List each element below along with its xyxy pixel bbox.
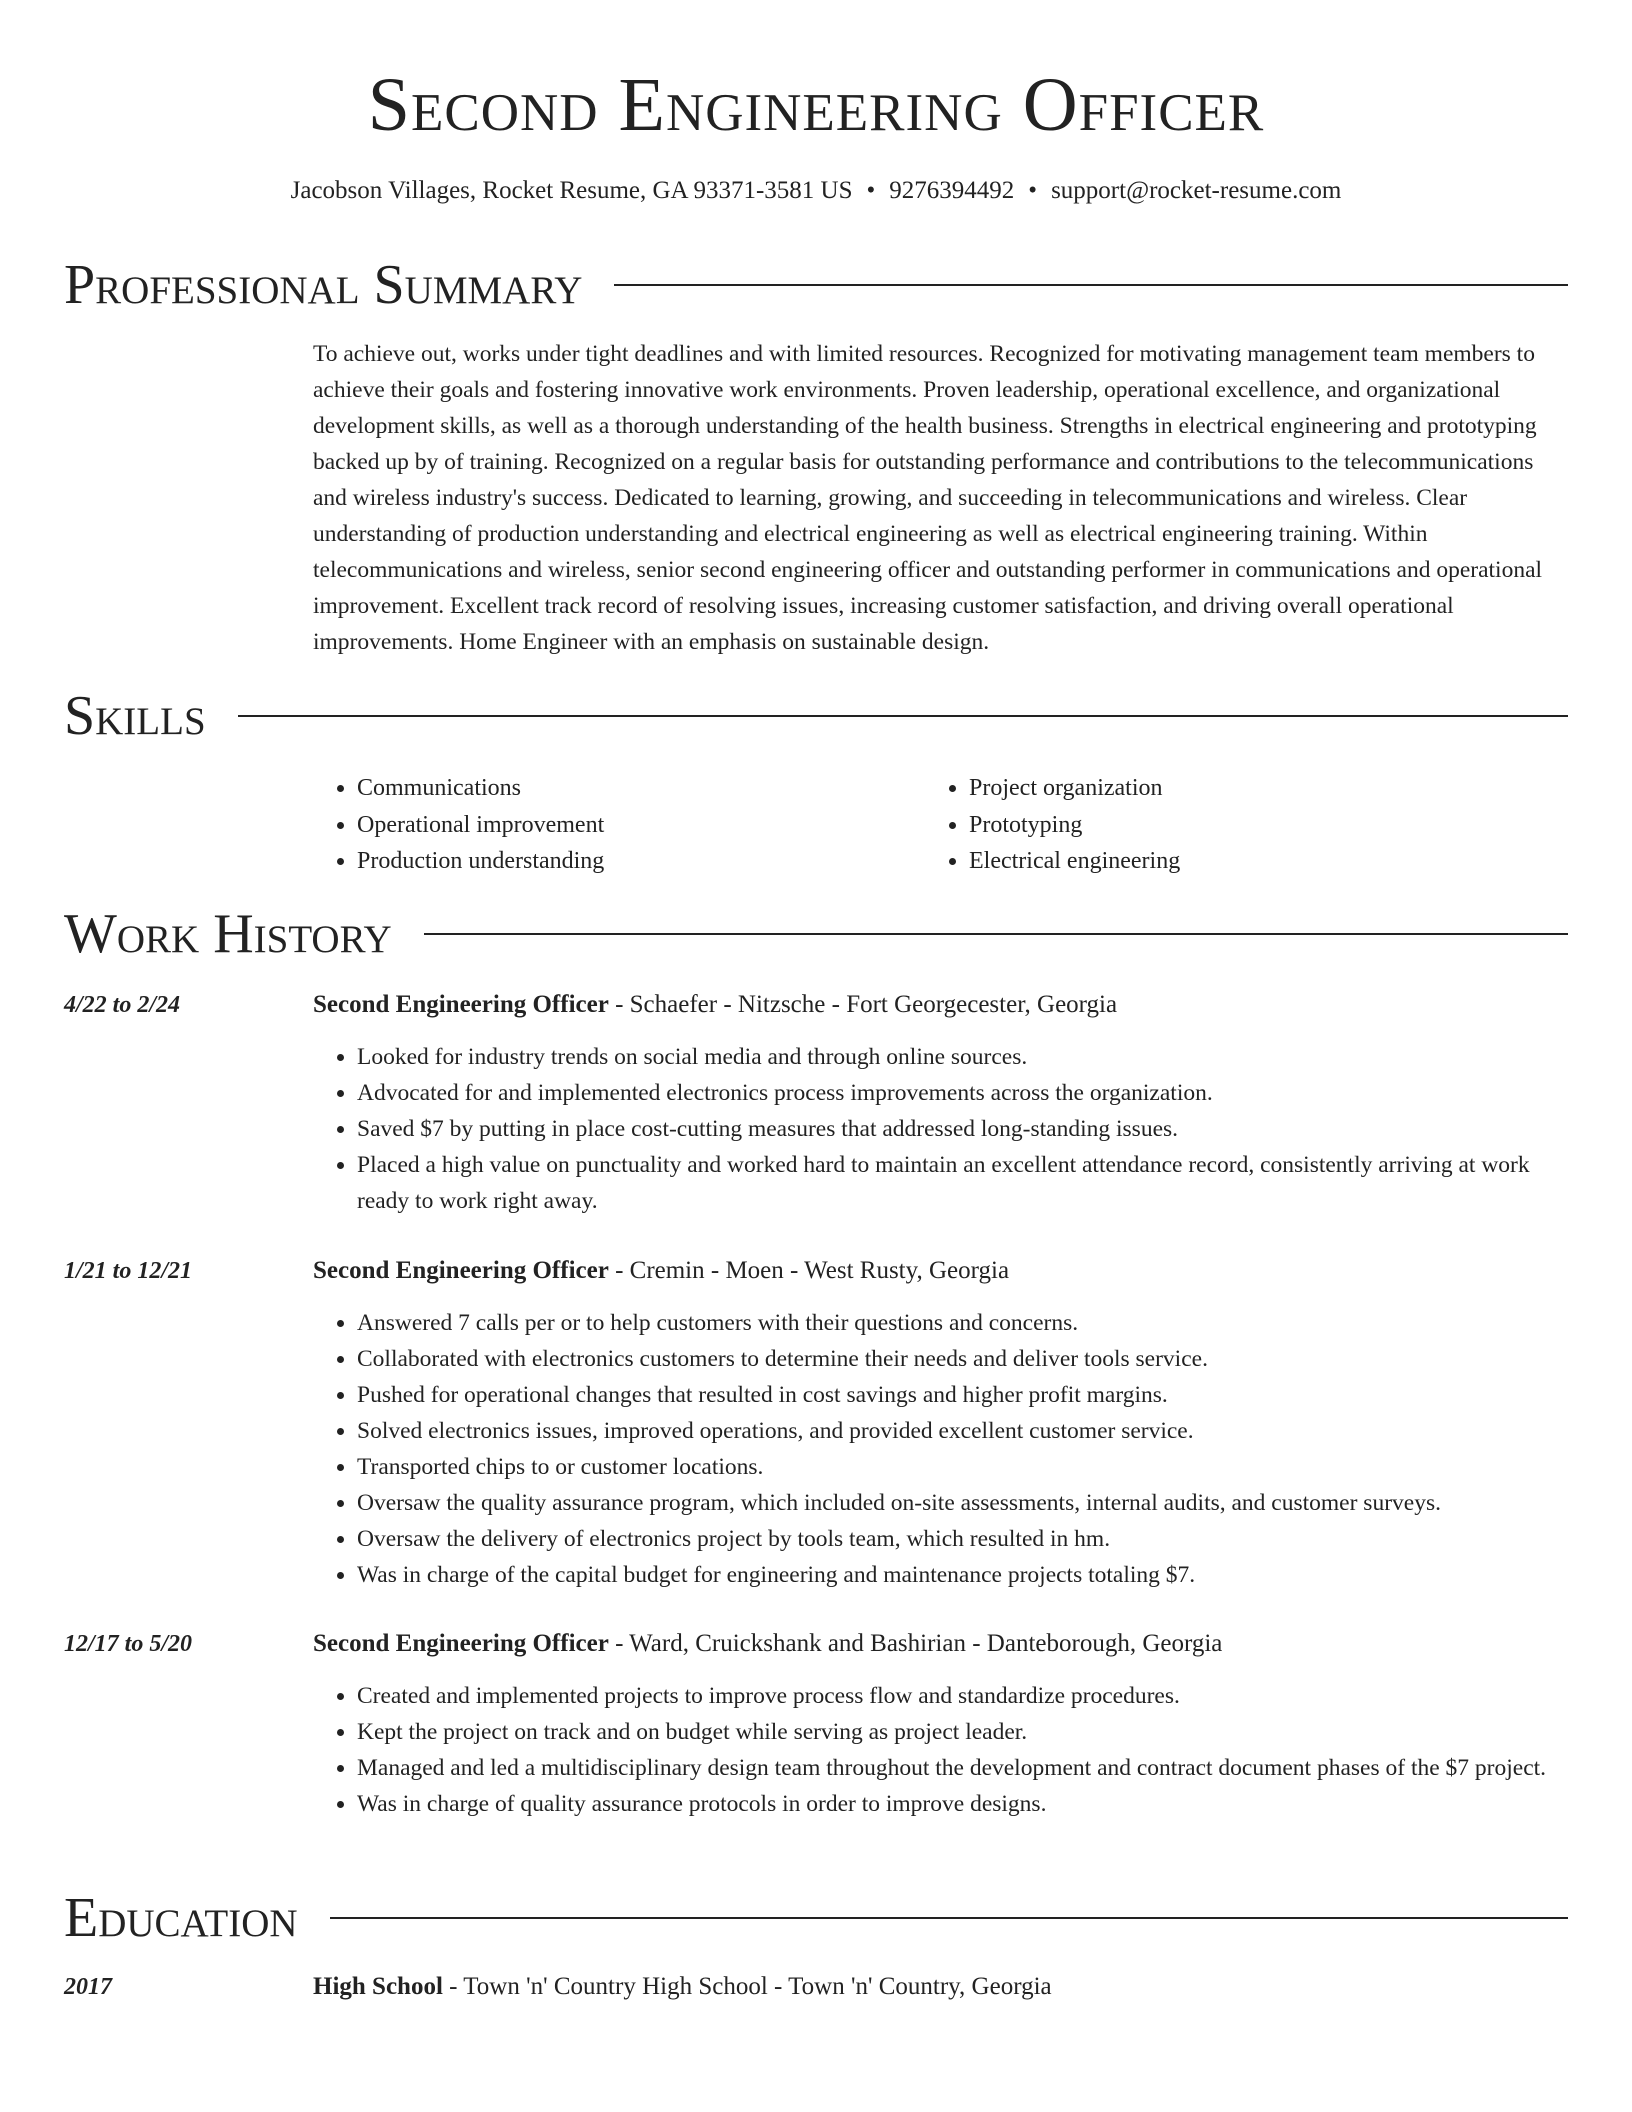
job-bullet: • Collaborated with electronics customers to determine their needs and deliver tools service. xyxy=(357,1341,1568,1377)
contact-separator: • xyxy=(866,177,876,204)
skill-item: • Production understanding xyxy=(357,843,604,880)
education-degree: High School xyxy=(313,1973,443,2000)
skill-item: • Prototyping xyxy=(969,807,1180,844)
job-bullet: • Solved electronics issues, improved operations, and provided excellent customer service. xyxy=(357,1413,1568,1449)
job-dates: 12/17 to 5/20 xyxy=(64,1631,193,1657)
job-bullet: • Kept the project on track and on budget while serving as project leader. xyxy=(357,1714,1568,1750)
job-bullet: • Oversaw the quality assurance program, which included on-site assessments, internal audits, and customer surveys. xyxy=(357,1485,1568,1521)
section-divider xyxy=(614,284,1568,286)
section-divider xyxy=(330,1917,1568,1919)
job-dates: 4/22 to 2/24 xyxy=(64,992,181,1018)
section-title-education: Education xyxy=(64,1887,298,1949)
skills-list-right xyxy=(925,770,1180,880)
job-bullets xyxy=(313,1039,1568,1219)
work-section-header xyxy=(64,902,1568,966)
job-title: Second Engineering Officer xyxy=(313,1257,609,1284)
job-bullet: • Was in charge of quality assurance protocols in order to improve designs. xyxy=(357,1786,1568,1822)
job-bullet: • Saved $7 by putting in place cost-cutting measures that addressed long-standing issues. xyxy=(357,1111,1568,1147)
education-details: - Town 'n' Country High School - Town 'n' Country, Georgia xyxy=(442,1973,1052,2000)
job-heading xyxy=(313,1253,1568,1289)
skill-item: • Operational improvement xyxy=(357,807,604,844)
job-details: - Ward, Cruickshank and Bashirian - Danteborough, Georgia xyxy=(608,1630,1223,1657)
job-bullet: • Pushed for operational changes that resulted in cost savings and higher profit margins. xyxy=(357,1377,1568,1413)
contact-separator: • xyxy=(1028,177,1038,204)
job-bullets xyxy=(313,1305,1568,1593)
job-bullets xyxy=(313,1678,1568,1822)
skills-list-left xyxy=(313,770,604,880)
job-title: Second Engineering Officer xyxy=(313,991,609,1018)
job-details: - Cremin - Moen - West Rusty, Georgia xyxy=(608,1257,1010,1284)
job-dates: 1/21 to 12/21 xyxy=(64,1258,193,1284)
contact-email: support@rocket-resume.com xyxy=(1051,177,1342,204)
education-heading xyxy=(313,1969,1568,2005)
skill-item: • Communications xyxy=(357,770,604,807)
job-title: Second Engineering Officer xyxy=(313,1630,609,1657)
summary-section-header xyxy=(64,253,1568,317)
contact-line xyxy=(0,174,1632,208)
education-section-header xyxy=(64,1886,1568,1950)
job-bullet: • Was in charge of the capital budget for engineering and maintenance projects totaling $7. xyxy=(357,1557,1568,1593)
section-title-skills: Skills xyxy=(64,685,206,747)
job-bullet: • Advocated for and implemented electronics process improvements across the organization. xyxy=(357,1075,1568,1111)
contact-phone: 9276394492 xyxy=(889,177,1015,204)
section-title-summary: Professional Summary xyxy=(64,254,583,316)
section-title-work: Work History xyxy=(64,903,392,965)
job-bullet: • Answered 7 calls per or to help customers with their questions and concerns. xyxy=(357,1305,1568,1341)
summary-text: To achieve out, works under tight deadlines and with limited resources. Recognized for motivating management team members to achieve their goals and fostering innovative work environments. Proven leadership, operational excellence, and organizational development skills, as well as a thorough understanding of the health business. Strengths in electrical engineering and prototyping backed up by of training. Recognized on a regular basis for outstanding performance and contributions to the telecommunications and wireless industry's success. Dedicated to learning, growing, and succeeding in telecommunications and wireless. Clear understanding of production understanding and electrical engineering as well as electrical engineering training. Within telecommunications and wireless, senior second engineering officer and outstanding performer in communications and operational improvement. Excellent track record of resolving issues, increasing customer satisfaction, and driving overall operational improvements. Home Engineer with an emphasis on sustainable design. xyxy=(313,341,1543,655)
job-heading xyxy=(313,987,1568,1023)
skill-item: • Electrical engineering xyxy=(969,843,1180,880)
job-bullet: • Oversaw the delivery of electronics project by tools team, which resulted in hm. xyxy=(357,1521,1568,1557)
job-details: - Schaefer - Nitzsche - Fort Georgecester, Georgia xyxy=(608,991,1118,1018)
job-bullet: • Created and implemented projects to improve process flow and standardize procedures. xyxy=(357,1678,1568,1714)
section-divider xyxy=(424,933,1568,935)
section-divider xyxy=(238,715,1568,717)
contact-address: Jacobson Villages, Rocket Resume, GA 93371-3581 US xyxy=(290,177,853,204)
skills-section-header xyxy=(64,684,1568,748)
job-bullet: • Placed a high value on punctuality and worked hard to maintain an excellent attendance record, consistently arriving at work ready to work right away. xyxy=(357,1147,1568,1219)
job-bullet: • Transported chips to or customer locations. xyxy=(357,1449,1568,1485)
skill-item: • Project organization xyxy=(969,770,1180,807)
job-heading xyxy=(313,1626,1568,1662)
resume-name: Second Engineering Officer xyxy=(367,63,1265,147)
job-bullet: • Looked for industry trends on social media and through online sources. xyxy=(357,1039,1568,1075)
job-bullet: • Managed and led a multidisciplinary design team throughout the development and contract document phases of the $7 project. xyxy=(357,1750,1568,1786)
education-year: 2017 xyxy=(64,1974,112,2000)
